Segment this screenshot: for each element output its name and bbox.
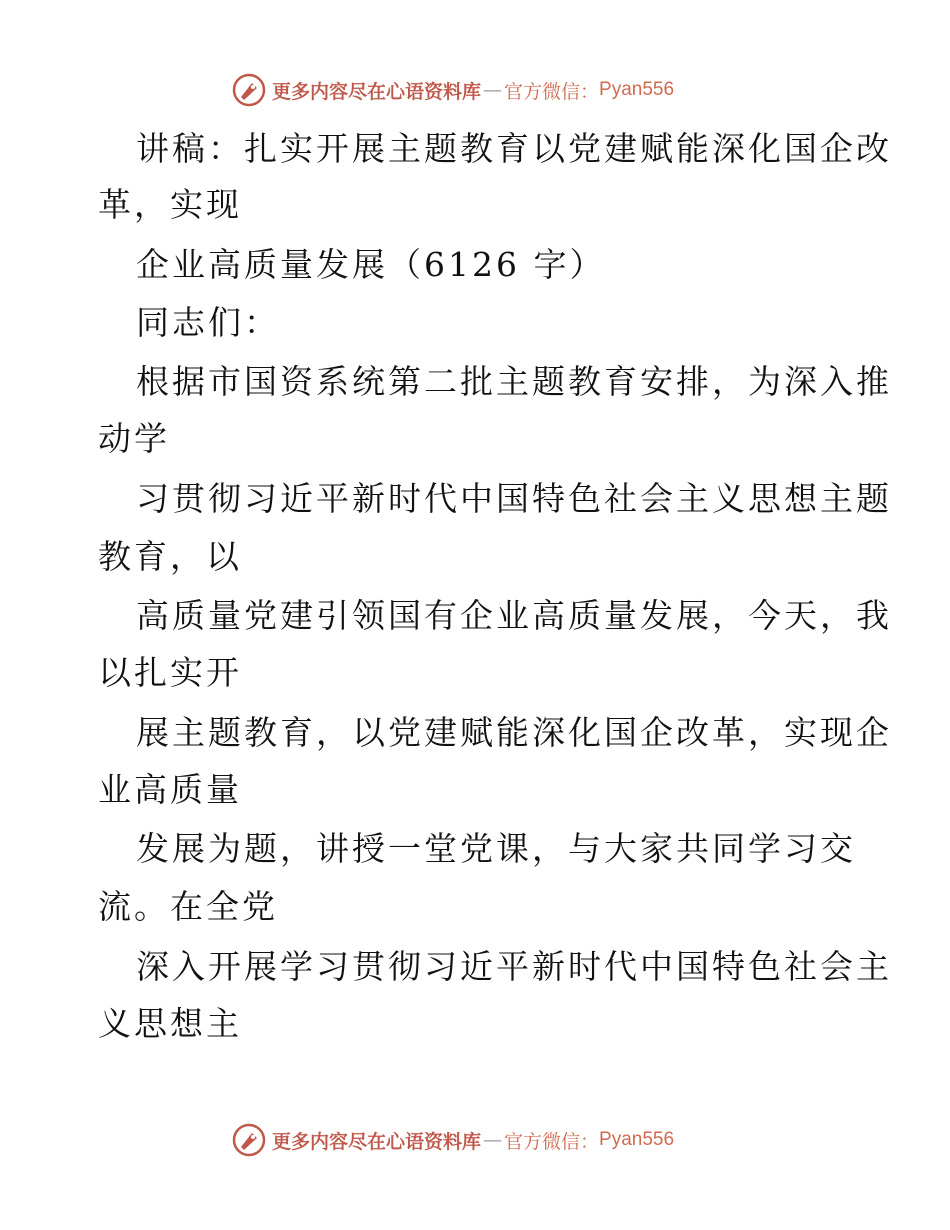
pen-nib-logo-icon (232, 1123, 266, 1157)
text-line: 发展为题，讲授一堂党课，与大家共同学习交 (136, 829, 856, 868)
footer-watermark (232, 1122, 674, 1158)
watermark-separator: — (483, 79, 503, 101)
pen-nib-logo-icon (232, 73, 266, 107)
text-line: 义思想主 (98, 1004, 242, 1043)
text-line: 习贯彻习近平新时代中国特色社会主义思想主题 (136, 479, 892, 518)
text-line: 以扎实开 (98, 653, 242, 692)
watermark-separator: — (483, 1129, 503, 1151)
text-line: 流。在全党 (98, 887, 278, 926)
text-line: 同志们： (136, 303, 280, 342)
text-line: 业高质量 (98, 770, 242, 809)
header-watermark (232, 72, 674, 108)
text-line: 企业高质量发展（6126 字） (136, 245, 606, 284)
watermark-wechat-id: Pyan556 (599, 79, 675, 100)
text-line: 动学 (98, 419, 170, 458)
text-line: 讲稿：扎实开展主题教育以党建赋能深化国企改 (136, 129, 892, 168)
watermark-site-text: 更多内容尽在心语资料库 (272, 1130, 482, 1153)
text-line: 展主题教育，以党建赋能深化国企改革，实现企 (136, 713, 892, 752)
watermark-wechat-label: 官方微信： (504, 1130, 600, 1153)
text-line: 深入开展学习贯彻习近平新时代中国特色社会主 (136, 947, 892, 986)
watermark-site-text: 更多内容尽在心语资料库 (272, 80, 482, 103)
watermark-wechat-id: Pyan556 (599, 1129, 675, 1150)
text-line: 根据市国资系统第二批主题教育安排，为深入推 (136, 362, 892, 401)
text-line: 高质量党建引领国有企业高质量发展，今天，我 (136, 596, 892, 635)
watermark-wechat-label: 官方微信： (504, 80, 600, 103)
text-line: 革，实现 (98, 185, 242, 224)
text-line: 教育，以 (98, 537, 242, 576)
